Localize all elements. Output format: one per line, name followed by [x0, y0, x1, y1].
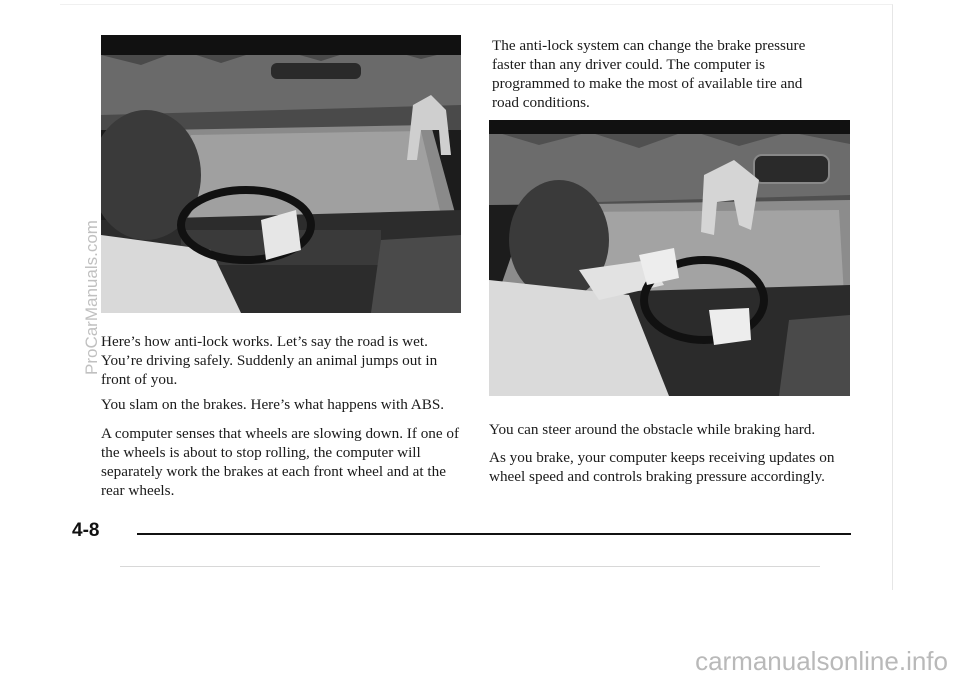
right-paragraph-2: As you brake, your computer keeps receiving updates on wheel speed and controls braking pressure accordingly. [489, 449, 835, 485]
right-paragraph-1: You can steer around the obstacle while braking hard. [489, 421, 816, 438]
left-paragraph-3: A computer senses that wheels are slowing down. If one of the wheels is about to stop rolling, the computer will separately work the brakes at each front wheel and at the rear wheels. [101, 425, 460, 499]
left-paragraph-1: Here’s how anti-lock works. Let’s say the road is wet. You’re driving safely. Suddenly an animal jumps out in front of you. [101, 333, 438, 388]
illustration-driver-braking [101, 35, 461, 313]
side-watermark-text: ProCarManuals.com [82, 220, 101, 375]
left-paragraph-2: You slam on the brakes. Here’s what happens with ABS. [101, 396, 445, 413]
footer-rule [137, 533, 851, 535]
intro-paragraph: The anti-lock system can change the brake pressure faster than any driver could. The computer is programmed to make the most of available tire and road conditions. [492, 37, 806, 111]
page-number: 4-8 [72, 520, 100, 541]
illustration-driver-steering [489, 120, 850, 396]
footer-watermark[interactable]: carmanualsonline.info [695, 646, 948, 676]
scan-artifact-line [120, 566, 820, 567]
